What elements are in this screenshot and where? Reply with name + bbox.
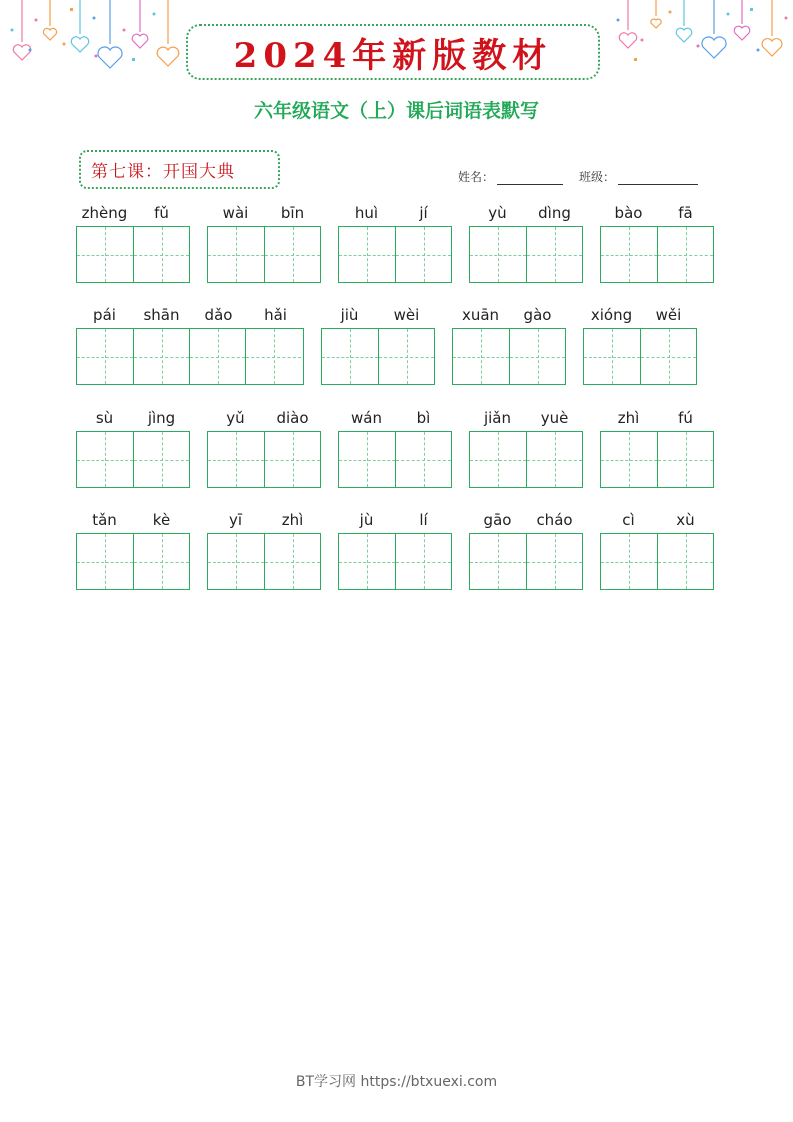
writing-cell[interactable] <box>189 329 245 384</box>
pinyin-syllable: diào <box>276 409 309 427</box>
writing-cell[interactable] <box>470 432 526 487</box>
class-field[interactable] <box>618 170 698 185</box>
writing-grid <box>207 226 321 283</box>
writing-cell[interactable] <box>526 432 582 487</box>
writing-cell[interactable] <box>322 329 378 384</box>
pinyin-group <box>600 405 714 431</box>
pinyin-syllable: wài <box>222 204 249 222</box>
pinyin-syllable: gào <box>523 306 552 324</box>
writing-cell[interactable] <box>208 227 264 282</box>
pinyin-syllable: lí <box>419 511 428 529</box>
word-item <box>600 507 714 590</box>
pinyin-syllable: zhì <box>281 511 304 529</box>
writing-cell[interactable] <box>339 432 395 487</box>
word-item <box>76 507 190 590</box>
word-row <box>76 302 714 385</box>
writing-cell[interactable] <box>339 534 395 589</box>
word-item <box>469 405 583 488</box>
lesson-banner <box>79 150 280 189</box>
pinyin-syllable: xuān <box>461 306 500 324</box>
word-item <box>338 405 452 488</box>
word-item <box>76 200 190 283</box>
writing-cell[interactable] <box>657 534 713 589</box>
writing-cell[interactable] <box>657 227 713 282</box>
writing-cell[interactable] <box>133 227 189 282</box>
word-item <box>469 200 583 283</box>
writing-cell[interactable] <box>208 432 264 487</box>
writing-grid <box>600 226 714 283</box>
pinyin-group <box>207 200 321 226</box>
writing-cell[interactable] <box>339 227 395 282</box>
writing-cell[interactable] <box>264 534 320 589</box>
pinyin-syllable: yī <box>228 511 243 529</box>
pinyin-group <box>452 302 566 328</box>
pinyin-syllable: zhèng <box>81 204 128 222</box>
writing-cell[interactable] <box>395 227 451 282</box>
writing-grid <box>76 328 304 385</box>
pinyin-group <box>76 200 190 226</box>
word-item <box>76 405 190 488</box>
writing-grid <box>207 533 321 590</box>
word-item <box>452 302 566 385</box>
writing-grid <box>469 431 583 488</box>
writing-grid <box>338 533 452 590</box>
word-item <box>207 507 321 590</box>
word-item <box>207 200 321 283</box>
pinyin-syllable: jù <box>359 511 374 529</box>
writing-cell[interactable] <box>77 432 133 487</box>
pinyin-syllable: xióng <box>590 306 633 324</box>
writing-grid <box>600 431 714 488</box>
pinyin-syllable: hǎi <box>264 306 287 324</box>
pinyin-syllable: xù <box>676 511 695 529</box>
pinyin-syllable: zhì <box>617 409 640 427</box>
page-title: 2024年新版教材 <box>233 35 553 76</box>
footer-credit: BT学习网 https://btxuexi.com <box>295 1074 498 1090</box>
pinyin-syllable: fǔ <box>154 204 169 222</box>
writing-cell[interactable] <box>470 227 526 282</box>
lesson-title: 第七课：开国大典 <box>91 162 235 182</box>
pinyin-syllable: sù <box>95 409 114 427</box>
pinyin-syllable: bào <box>614 204 643 222</box>
pinyin-syllable: wán <box>351 409 382 427</box>
writing-grid <box>321 328 435 385</box>
pinyin-syllable: fā <box>678 204 693 222</box>
hanging-hearts-right <box>610 0 793 75</box>
writing-cell[interactable] <box>264 227 320 282</box>
writing-cell[interactable] <box>77 329 133 384</box>
word-item <box>338 200 452 283</box>
pinyin-syllable: gāo <box>483 511 512 529</box>
writing-cell[interactable] <box>77 534 133 589</box>
writing-cell[interactable] <box>453 329 509 384</box>
pinyin-group <box>207 405 321 431</box>
pinyin-syllable: cháo <box>536 511 573 529</box>
writing-grid <box>338 226 452 283</box>
pinyin-group <box>76 302 304 328</box>
writing-grid <box>583 328 697 385</box>
pinyin-group <box>76 405 190 431</box>
writing-cell[interactable] <box>470 534 526 589</box>
word-item <box>469 507 583 590</box>
writing-cell[interactable] <box>584 329 640 384</box>
writing-cell[interactable] <box>526 227 582 282</box>
word-row <box>76 507 731 590</box>
pinyin-syllable: bīn <box>280 204 305 222</box>
pinyin-syllable: yǔ <box>226 409 245 427</box>
writing-cell[interactable] <box>395 432 451 487</box>
pinyin-group <box>600 507 714 533</box>
title-banner <box>186 24 600 80</box>
pinyin-group <box>469 405 583 431</box>
pinyin-group <box>600 200 714 226</box>
pinyin-syllable: dìng <box>538 204 571 222</box>
pinyin-group <box>321 302 435 328</box>
word-item <box>600 405 714 488</box>
writing-cell[interactable] <box>133 534 189 589</box>
writing-cell[interactable] <box>378 329 434 384</box>
pinyin-syllable: jiù <box>340 306 359 324</box>
pinyin-group <box>338 405 452 431</box>
writing-cell[interactable] <box>640 329 696 384</box>
pinyin-syllable: yuè <box>540 409 569 427</box>
student-info <box>458 168 698 185</box>
writing-grid <box>207 431 321 488</box>
pinyin-group <box>469 507 583 533</box>
page-subtitle: 六年级语文（上）课后词语表默写 <box>253 100 539 122</box>
word-item <box>600 200 714 283</box>
name-field[interactable] <box>497 170 563 185</box>
pinyin-syllable: shān <box>143 306 180 324</box>
writing-grid <box>76 533 190 590</box>
word-item <box>207 405 321 488</box>
pinyin-syllable: jiǎn <box>483 409 512 427</box>
pinyin-syllable: fú <box>678 409 693 427</box>
writing-grid <box>469 533 583 590</box>
pinyin-group <box>583 302 697 328</box>
writing-cell[interactable] <box>657 432 713 487</box>
writing-grid <box>76 431 190 488</box>
word-item <box>338 507 452 590</box>
pinyin-syllable: wèi <box>393 306 420 324</box>
writing-grid <box>76 226 190 283</box>
writing-cell[interactable] <box>208 534 264 589</box>
pinyin-syllable: tǎn <box>92 511 117 529</box>
pinyin-group <box>207 507 321 533</box>
pinyin-group <box>469 200 583 226</box>
writing-cell[interactable] <box>133 329 189 384</box>
writing-cell[interactable] <box>395 534 451 589</box>
pinyin-syllable: yù <box>488 204 507 222</box>
word-item <box>583 302 697 385</box>
word-item <box>321 302 435 385</box>
writing-cell[interactable] <box>601 432 657 487</box>
writing-grid <box>600 533 714 590</box>
writing-cell[interactable] <box>133 432 189 487</box>
word-item <box>76 302 304 385</box>
pinyin-syllable: jìng <box>147 409 176 427</box>
writing-cell[interactable] <box>509 329 565 384</box>
writing-cell[interactable] <box>526 534 582 589</box>
pinyin-group <box>76 507 190 533</box>
pinyin-syllable: bì <box>416 409 431 427</box>
pinyin-group <box>338 507 452 533</box>
word-row <box>76 200 731 283</box>
pinyin-syllable: cì <box>622 511 635 529</box>
name-label: 姓名： <box>458 170 495 184</box>
pinyin-syllable: jí <box>419 204 428 222</box>
writing-grid <box>452 328 566 385</box>
writing-cell[interactable] <box>601 227 657 282</box>
writing-grid <box>469 226 583 283</box>
word-row <box>76 405 731 488</box>
writing-grid <box>338 431 452 488</box>
pinyin-syllable: wěi <box>655 306 682 324</box>
pinyin-syllable: kè <box>152 511 171 529</box>
writing-cell[interactable] <box>77 227 133 282</box>
writing-cell[interactable] <box>245 329 301 384</box>
pinyin-syllable: pái <box>93 306 116 324</box>
class-label: 班级： <box>579 170 616 184</box>
writing-cell[interactable] <box>601 534 657 589</box>
hanging-hearts-left <box>0 0 185 75</box>
pinyin-group <box>338 200 452 226</box>
pinyin-syllable: huì <box>354 204 379 222</box>
writing-cell[interactable] <box>264 432 320 487</box>
pinyin-syllable: dǎo <box>204 306 233 324</box>
